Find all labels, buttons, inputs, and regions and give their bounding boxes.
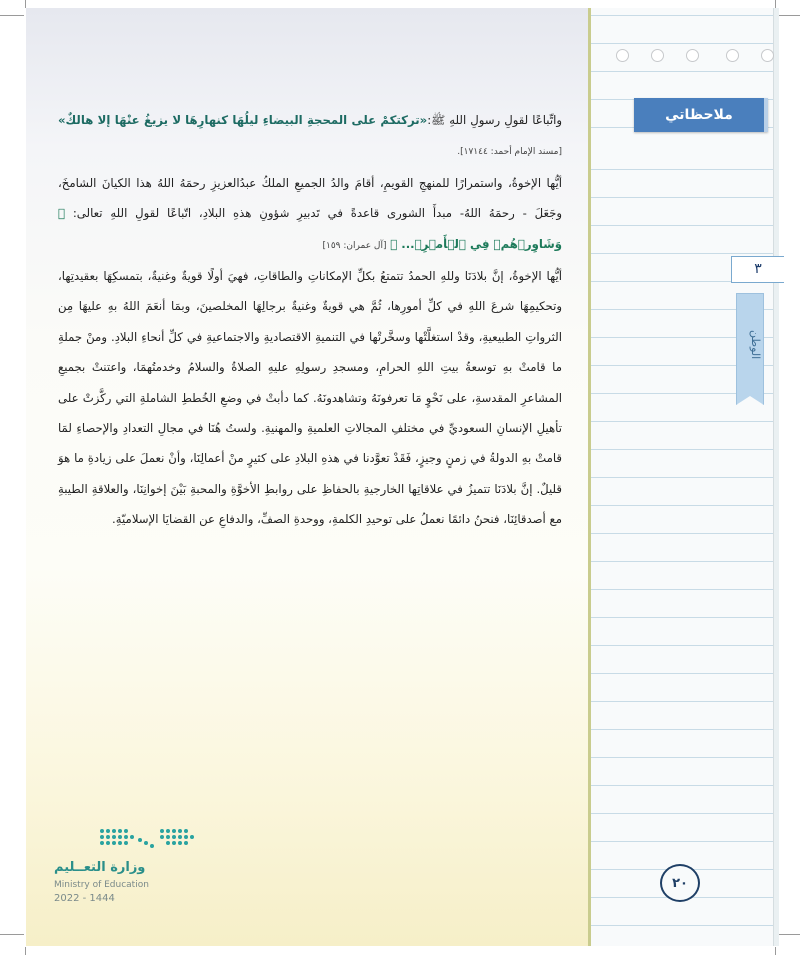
- crop-mark: [776, 15, 800, 16]
- binder-hole-icon: [651, 49, 664, 62]
- sermon-text: [58, 105, 562, 535]
- notes-title: ملاحظاتي: [665, 107, 733, 123]
- paragraph-hadith: [58, 105, 562, 168]
- edition-year: 2022 - 1444: [54, 893, 115, 904]
- hadith-quote-part1: «تركتكمْ على المحجةِ البيضاءِ ليلُهَا كنهارِهَا: [185, 113, 428, 127]
- unit-number: ٣: [754, 261, 762, 277]
- page-number-badge: [660, 864, 700, 902]
- unit-label: الوطن: [749, 330, 762, 360]
- hadith-intro: واتِّباعًا لقولِ رسولِ اللهِ ﷺ:: [427, 113, 562, 127]
- binder-hole-icon: [726, 49, 739, 62]
- crop-mark: [0, 934, 24, 935]
- notes-page: [591, 8, 773, 946]
- binder-hole-icon: [686, 49, 699, 62]
- binder-holes: [616, 49, 786, 65]
- notes-page-edge: [773, 8, 779, 946]
- binder-hole-icon: [761, 49, 774, 62]
- hadith-citation: [مسند الإمام أحمد: ١٧١٤٤].: [457, 147, 562, 158]
- country-text: أيُّها الإخوةُ، إنَّ بلادَنَا وللهِ الحمدُ تتمتعُ بكلِّ الإمكاناتِ والطاقاتِ، فهيَ أولًا قويةٌ وغنيةٌ، بتمسكِهَا بعقيدتِها، وتحكيمِهَا شرعَ اللهِ في كلِّ أمورِها، ثُمَّ هي قويةٌ وغنيةٌ برجالِهَا المخلصينَ، وبمَا أنعَمَ اللهُ بهِ عليهَا مِن الثرواتِ الطبيعيةِ، وقدْ استغلَّتْها وسخَّرتْها في التنميةِ الاقتصاديةِ والاجتماعيةِ في كلِّ أنحاءِ البلادِ. ومنْ جملةِ ما قامتْ بهِ توسعةُ بيتِ اللهِ الحرامِ، ومسجدِ رسولِهِ عليهِ الصلاةُ والسلامُ وخدمتُهمَا، واعتنتْ بجميعِ المشاعرِ المقدسةِ، على نَحْوٍ مَا تعرفونَهُ وتشاهدونَهُ. كما دأبتْ في وضعِ الخُططِ الشاملةِ التي ركَّزتْ على تأهيلِ الإنسانِ السعوديِّ في مختلفِ المجالاتِ العلميةِ والمهنيةِ. ولستُ هُنَا في مجالِ التعدادِ والإحصاءِ لمَا قامتْ بهِ الدولةُ في زمنٍ وجيزٍ، فَقَدْ تعوَّدنا في هذهِ البلادِ على كثيرٍ منْ أعمالِنَا، وأنْ نعملَ على زيادةِ ما هوَ قليلٌ. إنَّ بلادَنَا تتميزُ في علاقاتِها الخارجيةِ بالحفاظِ على روابطِ الأخوَّةِ والمحبةِ بَيْنَ إخوانِنَا، والعلاقةِ الطيبةِ مع أصدقائِنَا، فنحنُ دائمًا نعملُ على توحيدِ الكلمةِ، ووحدةِ الصفِّ، والدفاعِ عن القضايَا الإسلاميّةِ.: [58, 269, 562, 527]
- crop-mark: [775, 0, 776, 8]
- hadith-quote-part2: لا يزيغُ عنْهَا إلا هالكٌ»: [58, 113, 182, 127]
- crop-mark: [25, 0, 26, 8]
- verse-citation: [آل عمران: ١٥٩]: [322, 240, 387, 251]
- notes-title-tab: [634, 98, 768, 132]
- shura-text: أيُّها الإخوةُ، واستمرارًا للمنهجِ القويمِ، أقامَ والدُ الجميعِ الملكُ عبدُالعزيزِ رحمَهُ اللهُ هذا الكيانَ الشامخَ، وجَعَلَ - رحمَهُ اللهُ- مبدأَ الشورى قاعدةً في تَدبيرِ شؤونِ هذهِ البلادِ، اتّباعًا لقولِ اللهِ تعالى:: [58, 175, 562, 221]
- binder-hole-icon: [616, 49, 629, 62]
- quran-verse: ﴿ وَشَاوِرۡهُمۡ فِي ٱلۡأَمۡرِۖ... ﴾: [58, 206, 562, 251]
- page-number: ٢٠: [672, 875, 688, 891]
- crop-mark: [25, 947, 26, 955]
- ministry-name-arabic: وزارة التعــليم: [54, 860, 146, 875]
- paragraph-shura: [58, 168, 562, 261]
- crop-mark: [0, 15, 24, 16]
- paragraph-country: [58, 261, 562, 535]
- unit-number-tab[interactable]: [731, 256, 784, 283]
- crop-mark: [776, 934, 800, 935]
- ministry-name-english: Ministry of Education: [54, 880, 149, 890]
- ministry-logo: [54, 825, 204, 915]
- logo-dots-icon: [98, 825, 198, 855]
- crop-mark: [775, 947, 776, 955]
